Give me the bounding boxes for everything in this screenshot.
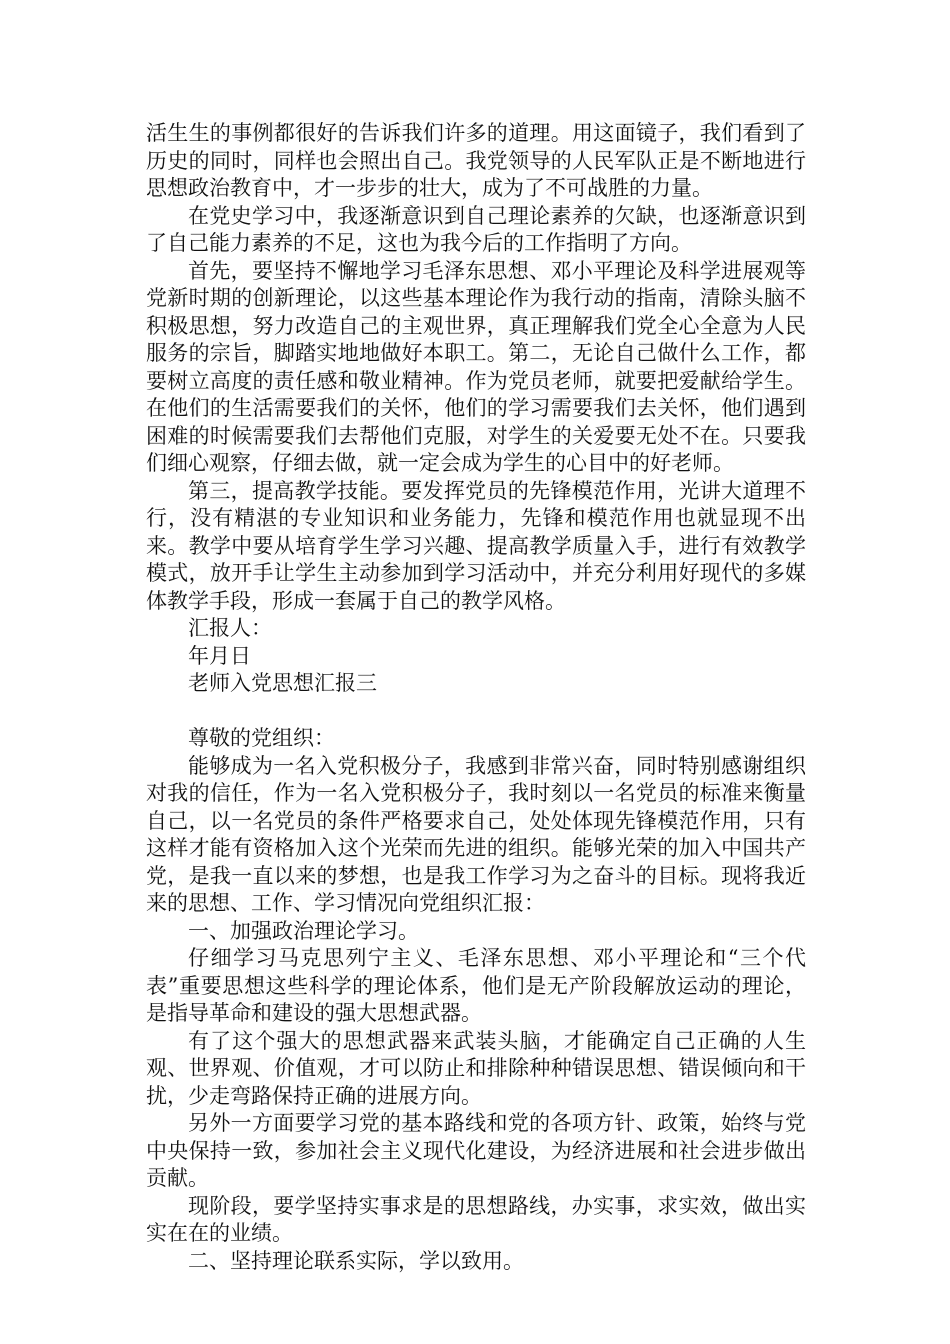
section-title: 老师入党思想汇报三 xyxy=(188,671,377,695)
paragraph-2: 在党史学习中，我逐渐意识到自己理论素养的欠缺，也逐渐意识到了自己能力素养的不足，这也为我今后的工作指明了方向。 xyxy=(146,203,806,255)
reporter-label: 汇报人： xyxy=(188,616,272,640)
blank-line xyxy=(146,698,806,726)
paragraph-3: 首先，要坚持不懈地学习毛泽东思想、邓小平理论及科学进展观等党新时期的创新理论，以这些基本理论作为我行动的指南，清除头脑不积极思想，努力改造自己的主观世界，真正理解我们党全心全意为人民服务的宗旨，脚踏实地地做好本职工。第二，无论自己做什么工作，都要树立高度的责任感和敬业精神。作为党员老师，就要把爱献给学生。在他们的生活需要我们的关怀，他们的学习需要我们去关怀，他们遇到困难的时候需要我们去帮他们克服，对学生的关爱要无处不在。只要我们细心观察，仔细去做，就一定会成为学生的心目中的好老师。 xyxy=(146,258,806,475)
paragraph-4: 第三，提高教学技能。要发挥党员的先锋模范作用，光讲大道理不行，没有精湛的专业知识和业务能力，先锋和模范作用也就显现不出来。教学中要从培育学生学习兴趣、提高教学质量入手，进行有效教学模式，放开手让学生主动参加到学习活动中，并充分利用好现代的多媒体教学手段，形成一套属于自己的教学风格。 xyxy=(146,478,806,613)
paragraph-5: 能够成为一名入党积极分子，我感到非常兴奋，同时特别感谢组织对我的信任，作为一名入党积极分子，我时刻以一名党员的标准来衡量自己，以一名党员的条件严格要求自己，处处体现先锋模范作用，只有这样才能有资格加入这个光荣而先进的组织。能够光荣的加入中国共产党，是我一直以来的梦想，也是我工作学习为之奋斗的目标。现将我近来的思想、工作、学习情况向党组织汇报： xyxy=(146,753,806,915)
paragraph-7: 有了这个强大的思想武器来武装头脑，才能确定自己正确的人生观、世界观、价值观，才可以防止和排除种种错误思想、错误倾向和干扰，少走弯路保持正确的进展方向。 xyxy=(146,1028,806,1108)
document-page xyxy=(146,120,806,1275)
paragraph-8: 另外一方面要学习党的基本路线和党的各项方针、政策，始终与党中央保持一致，参加社会主义现代化建设，为经济进展和社会进步做出贡献。 xyxy=(146,1111,806,1190)
paragraph-1: 活生生的事例都很好的告诉我们许多的道理。用这面镜子，我们看到了历史的同时，同样也会照出自己。我党领导的人民军队正是不断地进行思想政治教育中，才一步步的壮大，成为了不可战胜的力量。 xyxy=(146,121,806,200)
paragraph-6: 仔细学习马克思列宁主义、毛泽东思想、邓小平理论和“三个代表”重要思想这些科学的理论体系，他们是无产阶段解放运动的理论，是指导革命和建设的强大思想武器。 xyxy=(146,946,806,1025)
paragraph-9: 现阶段，要学坚持实事求是的思想路线，办实事，求实效，做出实实在在的业绩。 xyxy=(146,1193,806,1245)
date-label: 年月日 xyxy=(188,643,251,668)
heading-2: 二、坚持理论联系实际，学以致用。 xyxy=(188,1248,524,1273)
salutation: 尊敬的党组织： xyxy=(188,726,335,750)
heading-1: 一、加强政治理论学习。 xyxy=(188,918,419,943)
